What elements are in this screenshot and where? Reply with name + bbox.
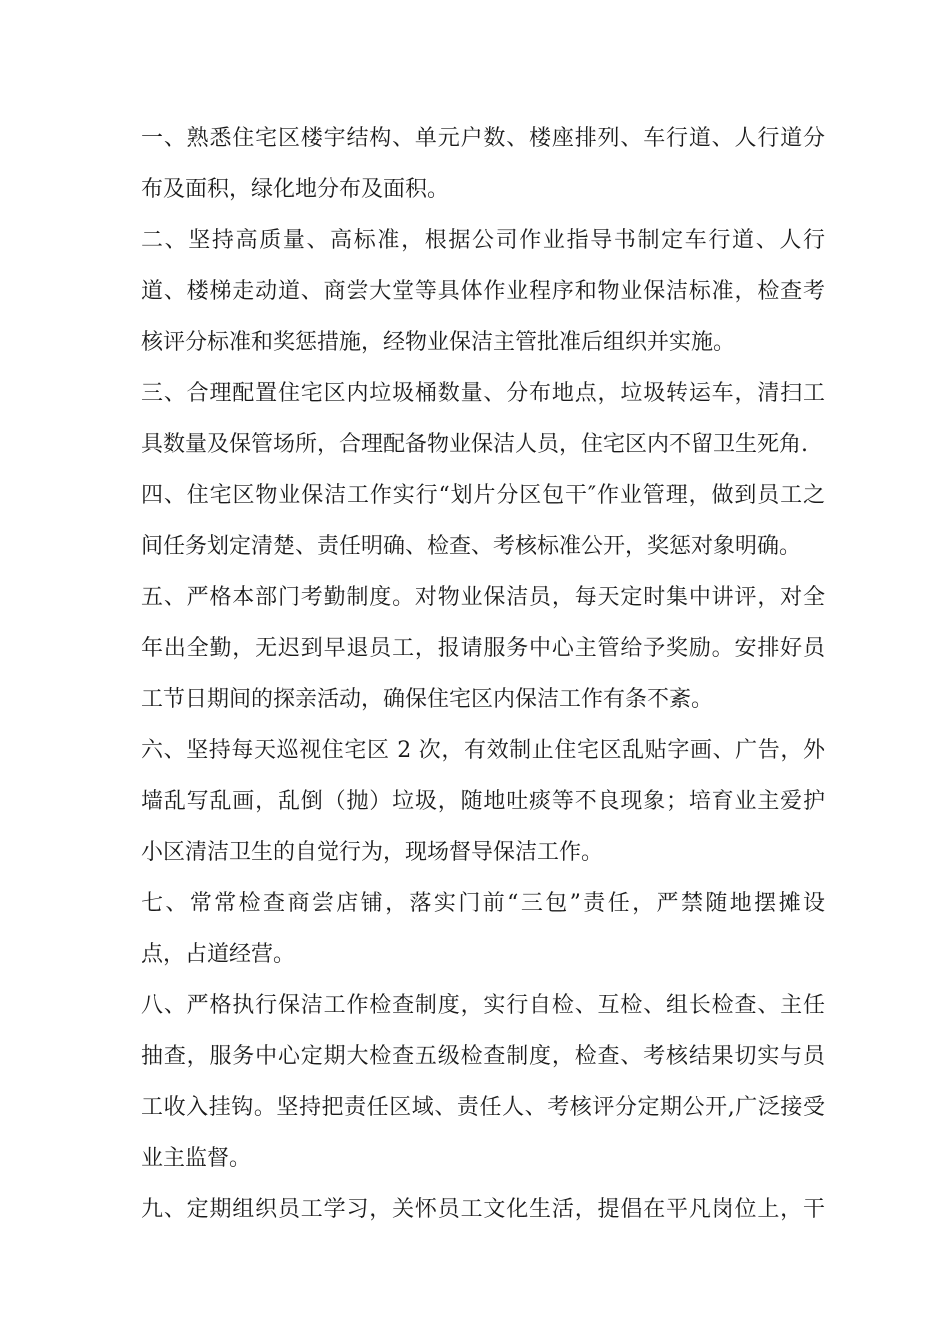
text-line: 具数量及保管场所，合理配备物业保洁人员，住宅区内不留卫生死角. (141, 432, 808, 457)
paragraph-6 (141, 725, 825, 878)
text-line: 点，占道经营。 (141, 942, 296, 967)
text-line: 墙乱写乱画，乱倒（抛）垃圾，随地吐痰等不良现象；培育业主爱护 (141, 789, 825, 814)
paragraph-7 (141, 878, 825, 980)
paragraph-3 (141, 368, 825, 470)
text-line: 工节日期间的探亲活动，确保住宅区内保洁工作有条不紊。 (141, 687, 714, 712)
text-line: 小区清洁卫生的自觉行为，现场督导保洁工作。 (141, 840, 604, 865)
text-line: 五、严格本部门考勤制度。对物业保洁员，每天定时集中讲评，对全 (141, 585, 825, 610)
text-line: 道、楼梯走动道、商尝大堂等具体作业程序和物业保洁标准，检查考 (141, 279, 825, 304)
text-line: 间任务划定清楚、责任明确、检查、考核标准公开，奖惩对象明确。 (141, 534, 802, 559)
paragraph-4 (141, 470, 825, 572)
text-line: 二、坚持高质量、高标准，根据公司作业指导书制定车行道、人行 (141, 228, 825, 253)
paragraph-8 (141, 980, 825, 1184)
paragraph-1 (141, 113, 825, 215)
text-line: 八、严格执行保洁工作检查制度，实行自检、互检、组长检查、主任 (141, 993, 825, 1018)
text-line: 布及面积，绿化地分布及面积。 (141, 177, 450, 202)
text-line: 一、熟悉住宅区楼宇结构、单元户数、楼座排列、车行道、人行道分 (141, 126, 825, 151)
text-line: 抽查，服务中心定期大检查五级检查制度，检查、考核结果切实与员 (141, 1044, 825, 1069)
paragraph-5 (141, 572, 825, 725)
text-line: 九、定期组织员工学习，关怀员工文化生活，提倡在平凡岗位上，干 (141, 1197, 825, 1222)
text-line: 年出全勤，无迟到早退员工，报请服务中心主管给予奖励。安排好员 (141, 636, 825, 661)
document-body (141, 113, 825, 1235)
text-line: 核评分标准和奖惩措施，经物业保洁主管批准后组织并实施。 (141, 330, 736, 355)
text-line: 业主监督。 (141, 1146, 252, 1171)
paragraph-9 (141, 1184, 825, 1235)
text-line: 七、常常检查商尝店铺，落实门前“三包”责任，严禁随地摆摊设 (141, 891, 825, 916)
paragraph-2 (141, 215, 825, 368)
text-line: 工收入挂钩。坚持把责任区域、责任人、考核评分定期公开,广泛接受 (141, 1095, 825, 1120)
text-line: 三、合理配置住宅区内垃圾桶数量、分布地点，垃圾转运车，清扫工 (141, 381, 825, 406)
text-line: 六、坚持每天巡视住宅区 2 次，有效制止住宅区乱贴字画、广告，外 (141, 738, 825, 763)
text-line: 四、住宅区物业保洁工作实行“划片分区包干″作业管理，做到员工之 (141, 483, 825, 508)
